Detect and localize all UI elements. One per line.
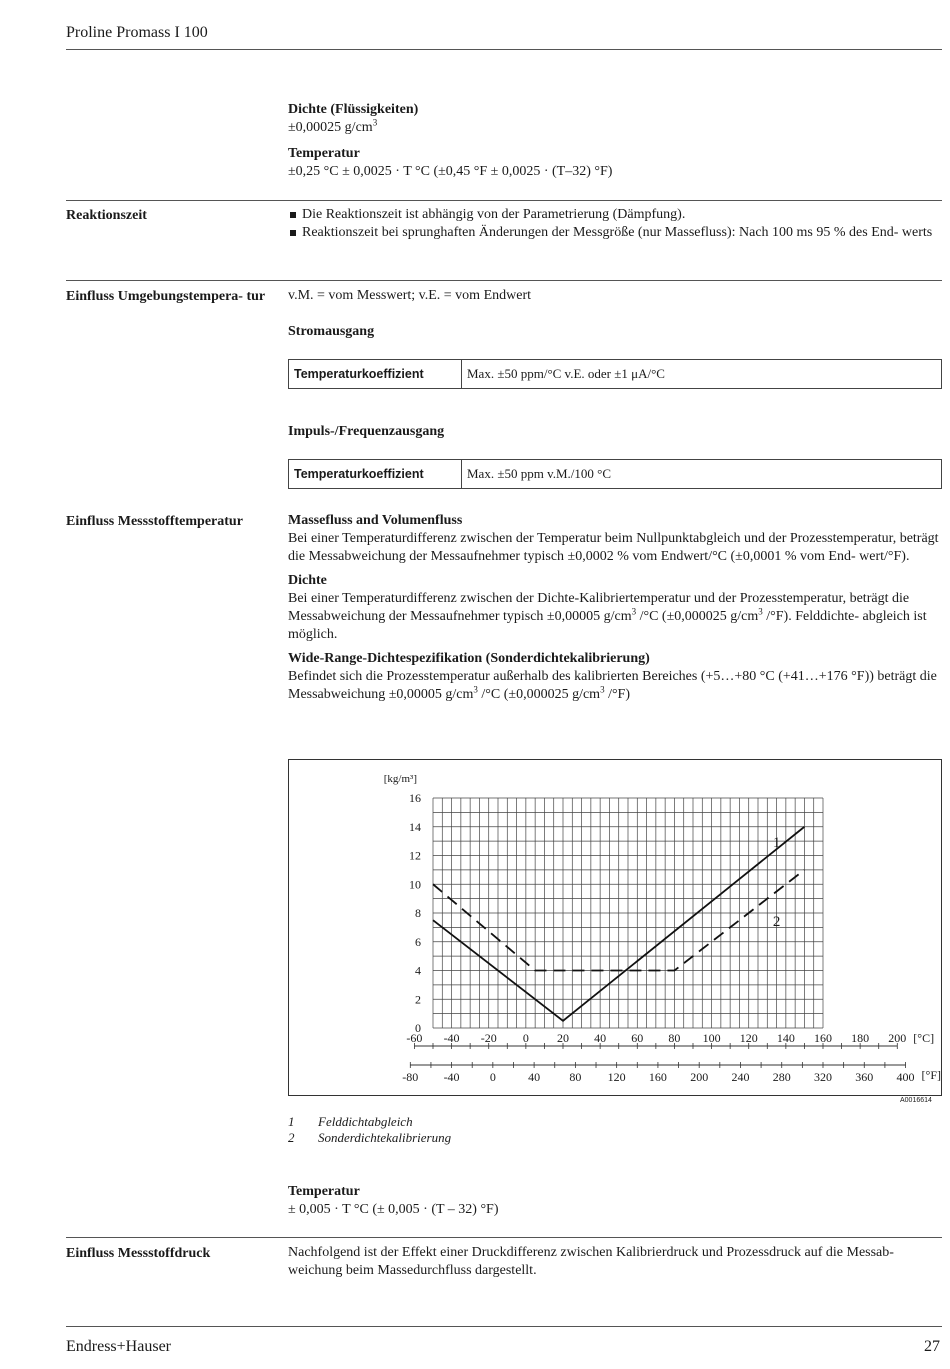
x-tick-label-f: 360 — [855, 1070, 874, 1084]
chart-legend — [288, 1114, 451, 1146]
y-tick-label: 4 — [415, 963, 421, 978]
x-tick-label-f: 200 — [690, 1070, 709, 1084]
x-tick-label-f: 400 — [896, 1070, 915, 1084]
x-tick-label-c: 120 — [739, 1031, 758, 1045]
x-tick-label-c: 100 — [702, 1031, 721, 1045]
y-tick-label: 0 — [415, 1021, 421, 1035]
reaktionszeit-label: Reaktionszeit — [66, 208, 147, 223]
x-tick-label-c: 160 — [814, 1031, 832, 1045]
header-rule — [66, 49, 942, 50]
x-tick-label-f: 320 — [814, 1070, 832, 1084]
table-row — [289, 460, 942, 489]
x-tick-label-c: 200 — [888, 1031, 907, 1045]
x-tick-label-c: 0 — [522, 1031, 529, 1045]
top-block — [288, 101, 942, 181]
table-value: Max. ±50 ppm v.M./100 °C — [462, 460, 942, 489]
footer-brand: Endress+Hauser — [66, 1338, 171, 1355]
legend-item: 1 Felddichtabgleich — [288, 1114, 413, 1129]
wr-heading: Wide-Range-Dichtespezifikation (Sonderdichtekalibrierung) — [288, 651, 650, 666]
page-number: 27 — [924, 1338, 940, 1355]
series-label-1: 1 — [772, 834, 781, 851]
strom-heading: Stromausgang — [288, 324, 375, 339]
dichte-text: Bei einer Temperaturdifferenz zwischen der Dichte-Kalibriertemperatur und der Prozesstemperatur, beträgt die Messabweichung der Messaufnehmer typisch ±0,00005 $g/cm^3$ /°C (±0,000025 $g/cm^3$ /°F). Felddichte- abgleich ist möglich. — [288, 591, 927, 642]
chart-frame — [288, 759, 942, 1096]
temp-heading: Temperatur — [288, 146, 360, 161]
bullet-item: Die Reaktionszeit ist abhängig von der Parametrierung (Dämpfung). — [288, 206, 942, 224]
table-value: Max. ±50 ppm/°C v.E. oder ±1 μA/°C — [462, 360, 942, 389]
density-heading: Dichte (Flüssigkeiten) — [288, 102, 419, 117]
y-tick-label: 2 — [415, 992, 421, 1007]
density-value: ±0,00025 $g/cm^3$ — [288, 117, 378, 135]
y-tick-label: 8 — [415, 906, 421, 920]
footer-rule — [66, 1326, 942, 1327]
x-axis-label-f: [°F] — [921, 1068, 941, 1082]
reaktionszeit-content — [288, 206, 942, 242]
druck-text: Nachfolgend ist der Effekt einer Druckdifferenz zwischen Kalibrierdruck und Prozessdruck auf die Messab- weichung beim Massedurchfluss dargestellt. — [288, 1245, 894, 1278]
x-tick-label-f: -80 — [402, 1070, 419, 1084]
x-tick-label-f: 120 — [607, 1070, 626, 1084]
x-tick-label-c: -40 — [443, 1031, 460, 1045]
y-tick-label: 10 — [409, 877, 421, 892]
x-tick-label-f: 160 — [648, 1070, 667, 1084]
section-rule — [66, 280, 942, 281]
x-tick-label-c: -60 — [406, 1031, 423, 1045]
y-tick-label: 12 — [409, 848, 421, 863]
x-tick-label-f: 0 — [489, 1070, 496, 1084]
messstoff-label: Einfluss Messstofftemperatur — [66, 514, 243, 529]
x-tick-label-c: 140 — [776, 1031, 795, 1045]
x-tick-label-f: 280 — [772, 1070, 791, 1084]
wr-text: Befindet sich die Prozesstemperatur außerhalb des kalibrierten Bereiches (+5…+80 °C (+41…+176 °F)) beträgt die Messabweichung ±0,00005 $g/cm^3$ /°C (±0,000025 $g/cm^3$ /°F) — [288, 669, 937, 702]
page-header-title: Proline Promass I 100 — [66, 24, 208, 41]
density-chart — [289, 760, 941, 1095]
druck-label: Einfluss Messstoffdruck — [66, 1246, 211, 1261]
table-key: Temperaturkoeffizient — [289, 360, 462, 389]
x-tick-label-c: -20 — [480, 1031, 497, 1045]
umgebung-content — [288, 287, 942, 489]
figure-id: A0016614 — [900, 1097, 932, 1104]
y-tick-label: 16 — [409, 791, 421, 805]
table-row — [289, 360, 942, 389]
x-tick-label-f: 240 — [731, 1070, 750, 1084]
legend-item: 2 Sonderdichtekalibrierung — [288, 1130, 452, 1145]
x-tick-label-f: 40 — [528, 1070, 541, 1084]
temp-value: ±0,25 °C ± 0,0025 · T °C (±0,45 °F ± 0,0025 · (T–32) °F) — [288, 164, 613, 179]
dichte-heading: Dichte — [288, 573, 327, 588]
table-key: Temperaturkoeffizient — [289, 460, 462, 489]
impuls-table — [288, 459, 942, 489]
y-tick-label: 6 — [415, 934, 421, 949]
strom-table — [288, 359, 942, 389]
x-tick-label-c: 20 — [557, 1031, 569, 1045]
x-tick-label-f: -40 — [443, 1070, 460, 1084]
messstoff-content — [288, 512, 942, 704]
umgebung-label: Einfluss Umgebungstempera- tur — [66, 289, 266, 304]
bullet-item: Reaktionszeit bei sprunghaften Änderungen der Messgröße (nur Massefluss): Nach 100 ms 95 % des End- werts — [288, 224, 942, 242]
y-axis-label: [kg/m³] — [383, 773, 417, 785]
x-tick-label-c: 180 — [851, 1031, 870, 1045]
messstoff-temp-heading: Temperatur — [288, 1184, 360, 1199]
x-tick-label-c: 40 — [594, 1031, 607, 1045]
y-tick-label: 14 — [409, 819, 421, 834]
reaktionszeit-bullets — [288, 206, 942, 242]
series-label-2: 2 — [772, 913, 781, 930]
messstoff-temp-block — [288, 1183, 942, 1219]
section-rule — [66, 1237, 942, 1238]
mf-heading: Massefluss and Volumenfluss — [288, 513, 463, 528]
x-tick-label-f: 80 — [569, 1070, 582, 1084]
messstoff-temp-value: ± 0,005 · T °C (± 0,005 · (T – 32) °F) — [288, 1202, 499, 1217]
impuls-heading: Impuls-/Frequenzausgang — [288, 424, 445, 439]
x-axis-label-c: [°C] — [913, 1031, 935, 1045]
umgebung-intro: v.M. = vom Messwert; v.E. = vom Endwert — [288, 288, 532, 303]
mf-text: Bei einer Temperaturdifferenz zwischen der Temperatur beim Nullpunktabgleich und der Prozesstemperatur, beträgt die Messabweichung der Messaufnehmer typisch ±0,0002 % vom Endwert/°C (±0,0001 % vom End- wert/°F). — [288, 531, 939, 564]
x-tick-label-c: 80 — [668, 1031, 681, 1045]
section-rule — [66, 200, 942, 201]
x-tick-label-c: 60 — [631, 1031, 644, 1045]
